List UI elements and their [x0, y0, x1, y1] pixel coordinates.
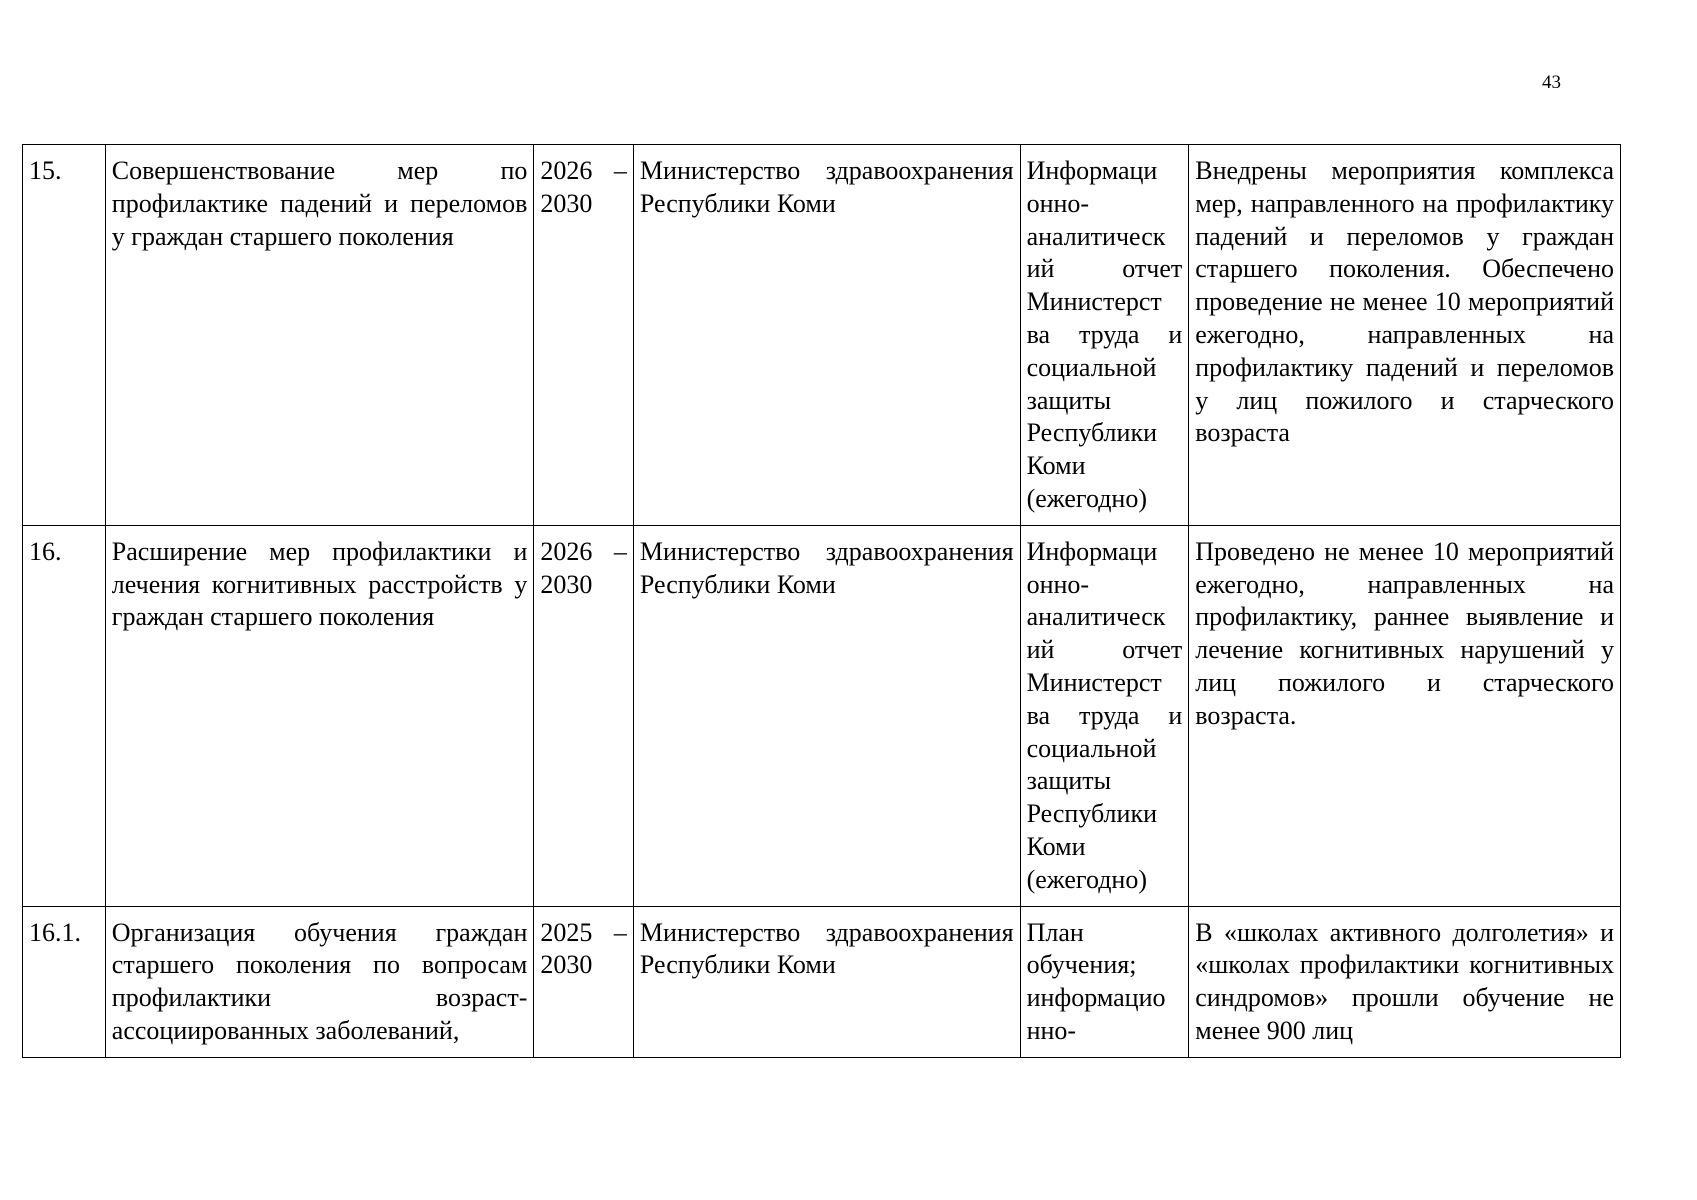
period-cell: 2026 – 2030: [534, 525, 634, 906]
page-number: 43: [1542, 72, 1561, 93]
measure-name-cell: Организация обучения граждан старшего поколения по вопросам профилактики возраст-ассоциированных заболеваний,: [105, 906, 534, 1057]
control-form-cell: Информаци онно-аналитическ ий отчет Министерст ва труда и социальной защиты Республики Коми (ежегодно): [1020, 525, 1189, 906]
control-form-cell: Информаци онно-аналитическ ий отчет Министерст ва труда и социальной защиты Республики Коми (ежегодно): [1020, 145, 1189, 526]
expected-result-cell: Внедрены мероприятия комплекса мер, направленного на профилактику падений и переломов у граждан старшего поколения. Обеспечено проведение не менее 10 мероприятий ежегодно, направленных на профилактику падений и переломов у лиц пожилого и старческого возраста: [1189, 145, 1621, 526]
row-number-cell: 16.1.: [23, 906, 106, 1057]
executor-cell: Министерство здравоохранения Республики Коми: [633, 906, 1020, 1057]
control-form-cell: План обучения; информацио нно-: [1020, 906, 1189, 1057]
expected-result-cell: Проведено не менее 10 мероприятий ежегодно, направленных на профилактику, раннее выявление и лечение когнитивных нарушений у лиц пожилого и старческого возраста.: [1189, 525, 1621, 906]
executor-cell: Министерство здравоохранения Республики Коми: [633, 525, 1020, 906]
measure-name-cell: Совершенствование мер по профилактике падений и переломов у граждан старшего поколения: [105, 145, 534, 526]
expected-result-cell: В «школах активного долголетия» и «школах профилактики когнитивных синдромов» прошли обучение не менее 900 лиц: [1189, 906, 1621, 1057]
row-number-cell: 16.: [23, 525, 106, 906]
row-number-cell: 15.: [23, 145, 106, 526]
table-row: [23, 525, 1621, 906]
table-row: [23, 145, 1621, 526]
table-row: [23, 906, 1621, 1057]
measure-name-cell: Расширение мер профилактики и лечения когнитивных расстройств у граждан старшего поколения: [105, 525, 534, 906]
period-cell: 2026 – 2030: [534, 145, 634, 526]
measures-table: [22, 144, 1621, 1058]
executor-cell: Министерство здравоохранения Республики Коми: [633, 145, 1020, 526]
period-cell: 2025 – 2030: [534, 906, 634, 1057]
